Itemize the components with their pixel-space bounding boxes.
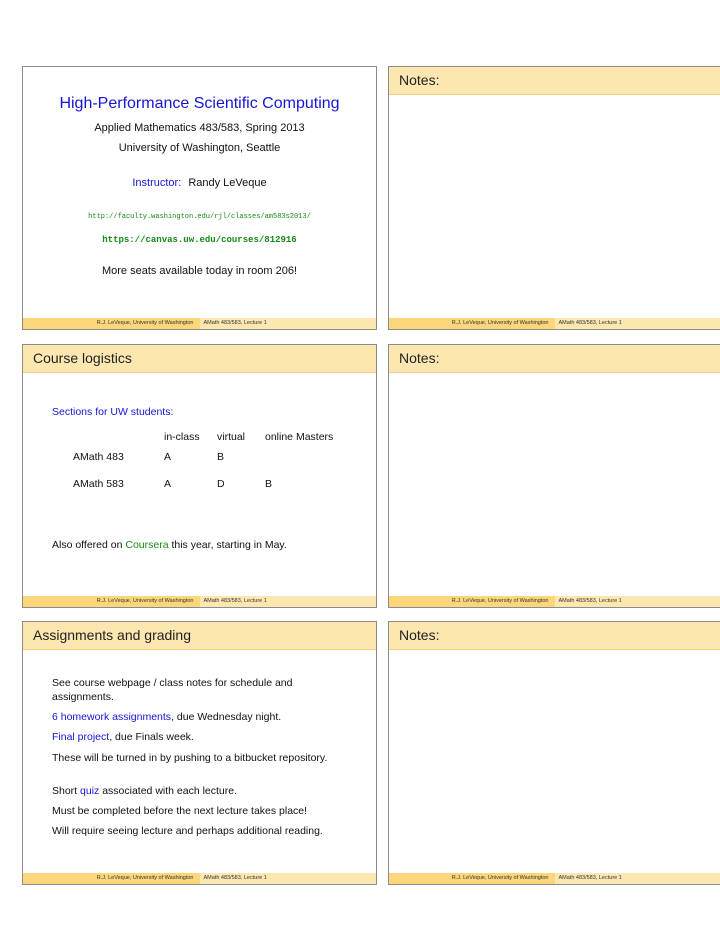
notes-panel-2 bbox=[388, 344, 720, 608]
footer-author: R.J. LeVeque, University of Washington bbox=[389, 318, 555, 329]
deadline-line: Must be completed before the next lecture takes place! bbox=[52, 805, 308, 817]
table-cell: B bbox=[217, 450, 225, 463]
course-subtitle: Applied Mathematics 483/583, Spring 2013 bbox=[94, 122, 305, 134]
notes-panel-3 bbox=[388, 621, 720, 885]
slide-1 bbox=[22, 66, 377, 330]
column-header: virtual bbox=[217, 431, 246, 443]
course-name: AMath 583 bbox=[73, 477, 124, 490]
footer-author: R.J. LeVeque, University of Washington bbox=[389, 873, 555, 884]
slide-2 bbox=[22, 344, 377, 608]
quiz-line bbox=[52, 785, 237, 797]
footer-course: AMath 483/583, Lecture 1 bbox=[555, 596, 720, 607]
quiz-link[interactable]: quiz bbox=[80, 785, 100, 797]
footer-course: AMath 483/583, Lecture 1 bbox=[200, 318, 377, 329]
instructor-line bbox=[23, 177, 376, 189]
course-url[interactable]: http://faculty.washington.edu/rjl/classes/am583s2013/ bbox=[88, 213, 311, 221]
canvas-url[interactable]: https://canvas.uw.edu/courses/812916 bbox=[102, 235, 297, 245]
instructor-name: Randy LeVeque bbox=[188, 177, 267, 189]
webpage-line: See course webpage / class notes for schedule and bbox=[52, 677, 293, 689]
coursera-prefix: Also offered on bbox=[52, 539, 126, 551]
project-suffix: , due Finals week. bbox=[109, 731, 194, 743]
notes-footer bbox=[389, 596, 720, 607]
seats-notice: More seats available today in room 206! bbox=[101, 265, 298, 277]
project-link[interactable]: Final project bbox=[52, 731, 110, 743]
notes-title: Notes: bbox=[389, 67, 720, 95]
notes-title: Notes: bbox=[389, 622, 720, 650]
column-header: in-class bbox=[164, 431, 200, 443]
slide-title: Course logistics bbox=[23, 345, 376, 373]
course-name: AMath 483 bbox=[73, 450, 124, 463]
table-row bbox=[52, 443, 333, 470]
sections-table bbox=[52, 431, 333, 497]
coursera-suffix: this year, starting in May. bbox=[168, 539, 287, 551]
slide-footer bbox=[23, 873, 376, 884]
table-cell: D bbox=[217, 477, 225, 490]
notes-panel-1 bbox=[388, 66, 720, 330]
slide-3 bbox=[22, 621, 377, 885]
homework-link[interactable]: 6 homework assignments bbox=[52, 711, 172, 723]
notes-footer bbox=[389, 873, 720, 884]
homework-suffix: , due Wednesday night. bbox=[171, 711, 282, 723]
footer-author: R.J. LeVeque, University of Washington bbox=[23, 596, 200, 607]
footer-author: R.J. LeVeque, University of Washington bbox=[23, 318, 200, 329]
reading-line: Will require seeing lecture and perhaps additional reading. bbox=[52, 825, 323, 837]
table-row bbox=[52, 470, 333, 497]
footer-course: AMath 483/583, Lecture 1 bbox=[555, 318, 720, 329]
table-cell bbox=[265, 443, 333, 470]
bitbucket-line: These will be turned in by pushing to a bitbucket repository. bbox=[52, 752, 328, 764]
footer-course: AMath 483/583, Lecture 1 bbox=[555, 873, 720, 884]
university-line: University of Washington, Seattle bbox=[118, 142, 281, 154]
table-cell: B bbox=[265, 477, 273, 490]
coursera-line bbox=[52, 539, 287, 551]
column-header: online Masters bbox=[265, 431, 334, 443]
table-cell: A bbox=[164, 450, 172, 463]
notes-title: Notes: bbox=[389, 345, 720, 373]
footer-course: AMath 483/583, Lecture 1 bbox=[200, 873, 377, 884]
slide-footer bbox=[23, 596, 376, 607]
slide-title: High-Performance Scientific Computing bbox=[59, 95, 340, 112]
coursera-link[interactable]: Coursera bbox=[125, 539, 169, 551]
instructor-label: Instructor: bbox=[132, 177, 182, 189]
homework-line bbox=[52, 711, 281, 723]
sections-label: Sections for UW students: bbox=[52, 406, 174, 418]
footer-author: R.J. LeVeque, University of Washington bbox=[23, 873, 200, 884]
project-line bbox=[52, 731, 194, 743]
footer-author: R.J. LeVeque, University of Washington bbox=[389, 596, 555, 607]
quiz-prefix: Short bbox=[52, 785, 81, 797]
webpage-line-cont: assignments. bbox=[52, 691, 114, 703]
table-cell: A bbox=[164, 477, 172, 490]
quiz-suffix: associated with each lecture. bbox=[99, 785, 238, 797]
slide-title: Assignments and grading bbox=[23, 622, 376, 650]
footer-course: AMath 483/583, Lecture 1 bbox=[200, 596, 377, 607]
notes-footer bbox=[389, 318, 720, 329]
slide-footer bbox=[23, 318, 376, 329]
